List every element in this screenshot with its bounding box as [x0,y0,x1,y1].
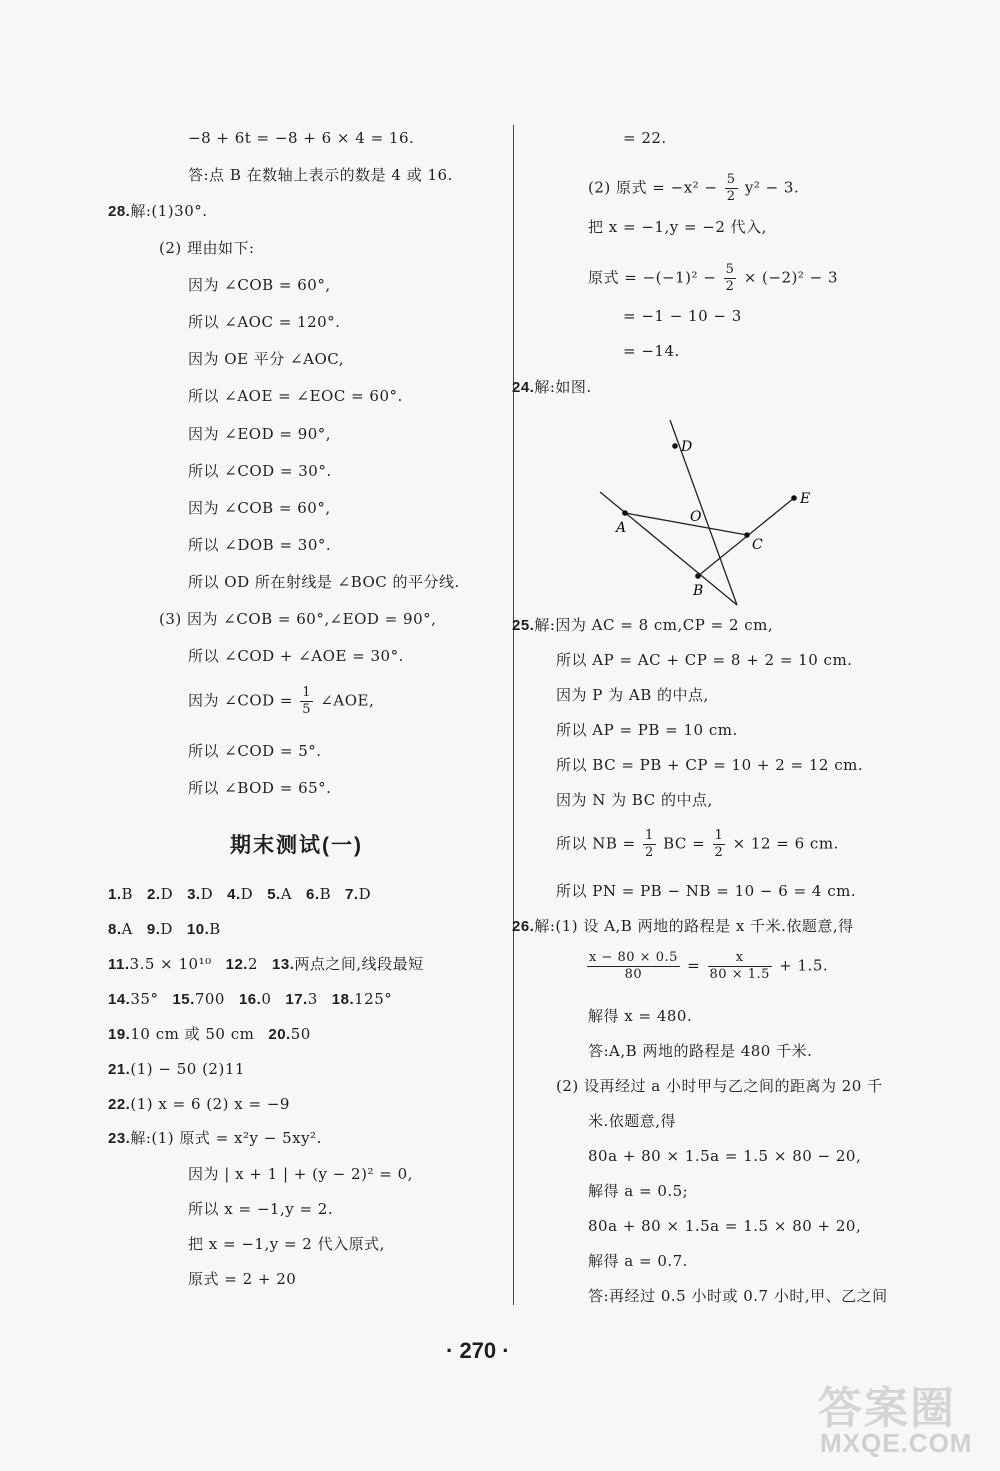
answer-number: 11. [108,956,130,973]
answer-number: 3. [187,886,201,903]
text-line: 所以 PN = PB − NB = 10 − 6 = 4 cm. [556,882,857,900]
answer-value: D [160,920,173,938]
answer-item [268,1025,310,1043]
answer-value: 0 [261,990,272,1008]
fraction [713,828,726,861]
text-line: 原式 = 2 + 20 [188,1270,297,1288]
question-number: 25. [512,617,535,634]
answer-item [285,990,317,1008]
answer-number: 10. [186,921,210,938]
answer-item [147,885,173,903]
numerator: 1 [645,828,654,843]
numerator: 1 [302,685,312,700]
text-line-fraction [556,828,839,861]
watermark-url: MXQE.COM [820,1428,973,1458]
text-line: 因为 N 为 BC 的中点, [556,791,713,809]
answer-item [187,920,221,938]
text-line-fraction [188,685,374,718]
answer-item [227,885,253,903]
denominator: 2 [645,845,654,860]
label-b: B [693,583,704,599]
text-line: 因为 | x + 1 | + (y − 2)² = 0, [188,1165,413,1183]
answer-item [345,885,371,903]
answer-number: 7. [345,886,359,903]
point-d [672,443,678,449]
answer-number: 8. [108,921,122,938]
fraction [724,262,737,295]
answer-value: B [121,885,134,903]
text-line: 所以 ∠COD + ∠AOE = 30°. [188,647,404,665]
text-line: 所以 ∠AOE = ∠EOC = 60°. [188,387,403,405]
answer-number: 16. [238,991,262,1008]
fraction [300,685,313,718]
answer-value: D [200,885,214,903]
answer-value: A [121,920,133,938]
text-segment: y² − 3. [744,178,800,197]
denominator: 80 [587,966,680,983]
text-line-fraction [588,172,799,205]
point-e [791,495,797,501]
answer-number: 18. [331,991,355,1008]
text-line: 把 x = −1,y = −2 代入, [588,218,767,236]
answer-number: 5. [267,886,281,903]
answers-row [108,884,385,905]
text-segment: ∠AOE, [320,691,375,710]
answer-value: (1) − 50 (2)11 [130,1060,245,1078]
answer-value: 125° [354,990,393,1008]
text-segment: × (−2)² − 3 [743,268,839,287]
answer-number: 20. [268,1026,291,1043]
text-line: 因为 P 为 AB 的中点, [556,686,709,704]
text-line: 解得 x = 480. [588,1007,693,1025]
answer-number: 12. [225,956,248,973]
numerator: 1 [714,828,724,843]
label-d: D [681,439,693,455]
text-line: 米.依题意,得 [588,1112,677,1130]
answer-value: (1) x = 6 (2) x = −9 [130,1095,290,1113]
text-line: −8 + 6t = −8 + 6 × 4 = 16. [188,129,415,147]
text-segment: 因为 ∠COD = [188,691,293,710]
answer-value: 35° [130,990,159,1008]
answer-item [108,1095,290,1113]
question-24 [512,377,592,398]
text-line: 解得 a = 0.5; [588,1182,689,1200]
text-line: 所以 ∠COD = 5°. [188,742,322,760]
geometry-figure [580,405,840,615]
text-line: 所以 BC = PB + CP = 10 + 2 = 12 cm. [556,756,864,774]
text-line: 所以 ∠AOC = 120°. [188,313,341,331]
point-b [695,573,701,579]
text-line: 解得 a = 0.7. [588,1252,688,1270]
text-line: 因为 OE 平分 ∠AOC, [188,350,344,368]
section-title: 期末测试(一) [230,834,363,857]
question-number: 28. [108,203,131,220]
text-line: 答:再经过 0.5 小时或 0.7 小时,甲、乙之间 [588,1287,888,1305]
text-line: (3) 因为 ∠COB = 60°,∠EOD = 90°, [159,610,437,628]
answers-row [108,919,235,940]
text-line: 把 x = −1,y = 2 代入原式, [188,1235,385,1253]
answers-row [108,1059,259,1080]
text-line: = −14. [623,342,680,360]
text-line: (2) 理由如下: [159,239,255,257]
answer-number: 9. [146,921,161,938]
answer-item [332,990,393,1008]
label-a: A [616,520,627,536]
answer-value: 2 [247,955,259,973]
answer-value: A [280,885,293,903]
text-line: 所以 AP = PB = 10 cm. [556,721,738,739]
answer-value: D [160,885,174,903]
text-line: = 22. [623,129,667,147]
answer-item [272,955,424,973]
fraction [725,172,738,205]
answer-item [306,885,331,903]
answer-item [108,990,158,1008]
page-number: · 270 · [446,1338,510,1363]
watermark-logo [818,1372,993,1467]
text-line: 所以 ∠COD = 30°. [188,462,332,480]
answer-number: 21. [108,1061,131,1078]
text-line: 所以 x = −1,y = 2. [188,1200,334,1218]
answer-item [187,885,213,903]
text-segment: 原式 = −(−1)² − [588,268,717,287]
text-segment: × 12 = 6 cm. [732,834,839,853]
equation [585,950,828,983]
answer-item [172,990,225,1008]
answer-item [267,885,292,903]
answers-row [108,1024,325,1045]
answer-number: 2. [147,886,161,903]
watermark-chars: 答案圈 [818,1383,956,1434]
answer-value: B [209,920,221,938]
text-line: 解:(1) 原式 = x²y − 5xy². [130,1129,322,1147]
question-23 [108,1128,322,1149]
answer-item [108,1060,245,1078]
text-line: 所以 ∠BOD = 65°. [188,779,332,797]
answer-value: 两点之间,线段最短 [294,955,424,973]
text-segment: 所以 NB = [556,834,636,853]
answer-number: 19. [108,1026,131,1043]
answer-item [147,920,173,938]
answers-row [108,954,438,975]
question-25 [512,615,773,636]
answers-row [108,989,406,1010]
question-number: 26. [512,918,535,935]
question-number: 23. [108,1130,131,1147]
text-line: (2) 设再经过 a 小时甲与乙之间的距离为 20 千 [556,1077,883,1095]
answer-number: 13. [272,956,295,973]
text-line: 80a + 80 × 1.5a = 1.5 × 80 − 20, [588,1147,862,1165]
answer-item [108,920,133,938]
denominator: 80 × 1.5 [709,967,770,982]
text-line: 80a + 80 × 1.5a = 1.5 × 80 + 20, [588,1217,862,1235]
text-line: 答:A,B 两地的路程是 480 千米. [588,1042,813,1060]
label-e: E [800,491,811,507]
text-line: 解:因为 AC = 8 cm,CP = 2 cm, [534,616,774,634]
text-segment: = [687,956,701,975]
answers-row [108,1094,304,1115]
label-c: C [752,537,763,553]
answer-number: 1. [108,886,122,903]
answer-item [108,885,133,903]
answer-item [108,1025,254,1043]
text-line: 所以 AP = AC + CP = 8 + 2 = 10 cm. [556,651,853,669]
answer-number: 22. [108,1096,131,1113]
point-c [744,532,750,538]
text-line-fraction [588,262,838,295]
question-number: 24. [512,379,535,396]
answer-value: D [358,885,372,903]
numerator: x [735,950,744,965]
answer-number: 14. [108,991,131,1008]
text-segment: BC = [663,834,706,853]
answer-value: B [319,885,332,903]
text-line: 因为 ∠COB = 60°, [188,499,331,517]
denominator: 2 [726,189,736,204]
point-a [622,510,628,516]
answer-value: 700 [194,990,225,1008]
segment-ac [625,513,747,535]
numerator: 5 [726,172,736,187]
answer-value: 10 cm 或 50 cm [130,1025,255,1043]
answer-number: 17. [285,991,308,1008]
answer-item [239,990,271,1008]
answer-item [226,955,258,973]
question-26 [512,916,854,937]
denominator: 5 [302,702,312,717]
answer-value: 3.5 × 10¹⁰ [129,955,212,973]
text-line: 因为 ∠COB = 60°, [188,276,331,294]
text-line: = −1 − 10 − 3 [623,307,742,325]
text-line: 解:(1)30°. [130,202,208,220]
answer-value: 3 [307,990,318,1008]
column-divider [513,125,514,1305]
text-line: 因为 ∠EOD = 90°, [188,425,332,443]
answer-number: 15. [172,991,195,1008]
text-segment: (2) 原式 = −x² − [588,178,718,197]
text-line: 解:如图. [534,378,592,396]
text-line: 解:(1) 设 A,B 两地的路程是 x 千米.依题意,得 [534,917,854,935]
answer-value: D [240,885,254,903]
answer-number: 6. [306,886,320,903]
answer-item [108,955,212,973]
fraction [643,828,656,861]
numerator: x − 80 × 0.5 [589,950,678,965]
answer-value: 50 [290,1025,311,1043]
fraction [708,950,772,983]
text-line: 所以 OD 所在射线是 ∠BOC 的平分线. [188,573,460,591]
answer-number: 4. [227,886,241,903]
denominator: 2 [714,845,724,860]
text-line: 所以 ∠DOB = 30°. [188,536,332,554]
denominator: 2 [725,279,735,294]
question-28 [108,201,208,222]
numerator: 5 [725,262,735,277]
fraction [587,950,680,983]
text-line: 答:点 B 在数轴上表示的数是 4 或 16. [188,166,453,184]
text-segment: + 1.5. [779,956,829,975]
label-o: O [690,509,702,525]
